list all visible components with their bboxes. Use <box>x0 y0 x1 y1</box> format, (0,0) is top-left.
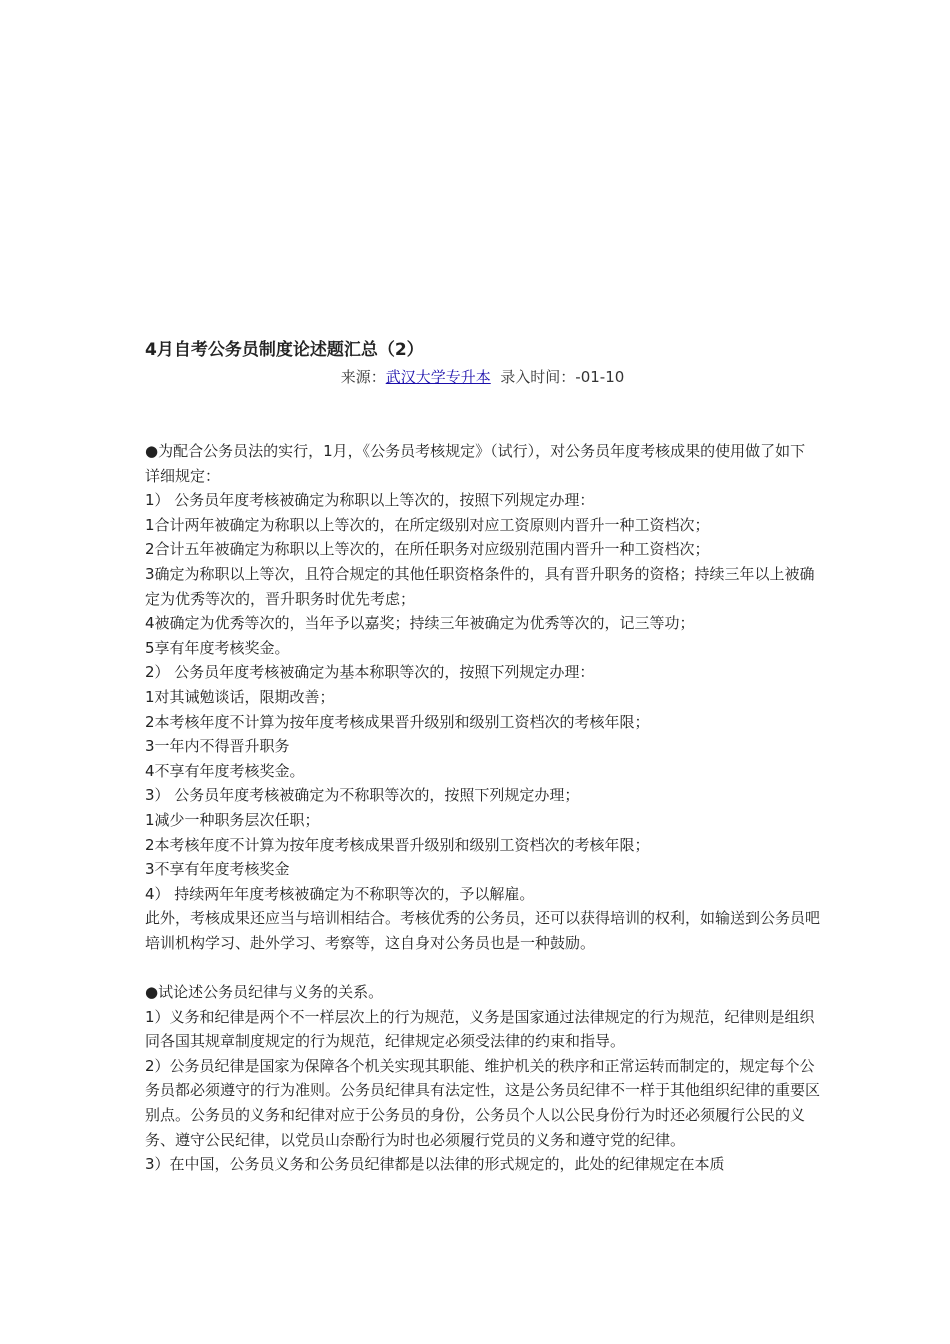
paragraph: 4不享有年度考核奖金。 <box>145 761 305 780</box>
spacer <box>145 389 820 439</box>
time-value: -01-10 <box>575 368 625 386</box>
paragraph: ●试论述公务员纪律与义务的关系。 <box>145 983 384 1002</box>
paragraph: 2合计五年被确定为称职以上等次的，在所任职务对应级别范围内晋升一种工资档次； <box>145 540 710 559</box>
paragraph: 1合计两年被确定为称职以上等次的，在所定级别对应工资原则内晋升一种工资档次； <box>145 515 710 534</box>
paragraph: 1减少一种职务层次任职； <box>145 810 320 829</box>
paragraph: ●为配合公务员法的实行，1月，《公务员考核规定》（试行），对公务员年度考核成果的使用做了如下详细规定： <box>145 442 806 485</box>
paragraph: 1）义务和纪律是两个不一样层次上的行为规范，义务是国家通过法律规定的行为规范，纪律则是组织同各国其规章制度规定的行为规范，纪律规定必须受法律的约束和指导。 <box>145 1007 815 1051</box>
paragraph: 1） 公务员年度考核被确定为称职以上等次的，按照下列规定办理： <box>145 491 595 510</box>
paragraph: 2本考核年度不计算为按年度考核成果晋升级别和级别工资档次的考核年限； <box>145 712 650 731</box>
page-title: 4月自考公务员制度论述题汇总（2） <box>145 340 424 360</box>
paragraph: 1对其诫勉谈话，限期改善； <box>145 687 335 706</box>
paragraph: 3） 公务员年度考核被确定为不称职等次的，按照下列规定办理； <box>145 786 580 805</box>
paragraph: 3一年内不得晋升职务 <box>145 737 290 756</box>
time-label: 录入时间： <box>500 368 576 386</box>
paragraph: 此外，考核成果还应当与培训相结合。考核优秀的公务员，还可以获得培训的权利，如输送到公务员吧培训机构学习、赴外学习、考察等，这自身对公务员也是一种鼓励。 <box>145 909 821 952</box>
paragraph: 2本考核年度不计算为按年度考核成果晋升级别和级别工资档次的考核年限； <box>145 835 650 854</box>
paragraph: 5享有年度考核奖金。 <box>145 638 290 657</box>
paragraph: 3不享有年度考核奖金 <box>145 860 290 879</box>
spacer <box>145 955 820 980</box>
document-page <box>145 338 820 1177</box>
paragraph: 2）公务员纪律是国家为保障各个机关实现其职能、维护机关的秩序和正常运转而制定的，规定每个公务员都必须遵守的行为准则。公务员纪律具有法定性，这是公务员纪律不一样于其他组织纪律的重要区别点。公务员的义务和纪律对应于公务员的身份，公务员个人以公民身份行为时还必须履行公民的义务、遵守公民纪律，以党员山奈酚行为时也必须履行党员的义务和遵守党的纪律。 <box>145 1056 821 1149</box>
source-link[interactable]: 武汉大学专升本 <box>385 368 491 386</box>
paragraph: 4） 持续两年年度考核被确定为不称职等次的，予以解雇。 <box>145 884 535 903</box>
paragraph: 3确定为称职以上等次，且符合规定的其他任职资格条件的，具有晋升职务的资格；持续三年以上被确定为优秀等次的，晋升职务时优先考虑； <box>145 564 815 608</box>
paragraph: 4被确定为优秀等次的，当年予以嘉奖；持续三年被确定为优秀等次的，记三等功； <box>145 614 695 633</box>
source-label: 来源： <box>340 368 386 386</box>
section-discipline <box>145 980 820 1177</box>
paragraph: 3）在中国，公务员义务和公务员纪律都是以法律的形式规定的，此处的纪律规定在本质 <box>145 1155 725 1174</box>
paragraph: 2） 公务员年度考核被确定为基本称职等次的，按照下列规定办理： <box>145 663 595 682</box>
section-appraisal <box>145 439 820 955</box>
source-meta <box>145 365 820 389</box>
